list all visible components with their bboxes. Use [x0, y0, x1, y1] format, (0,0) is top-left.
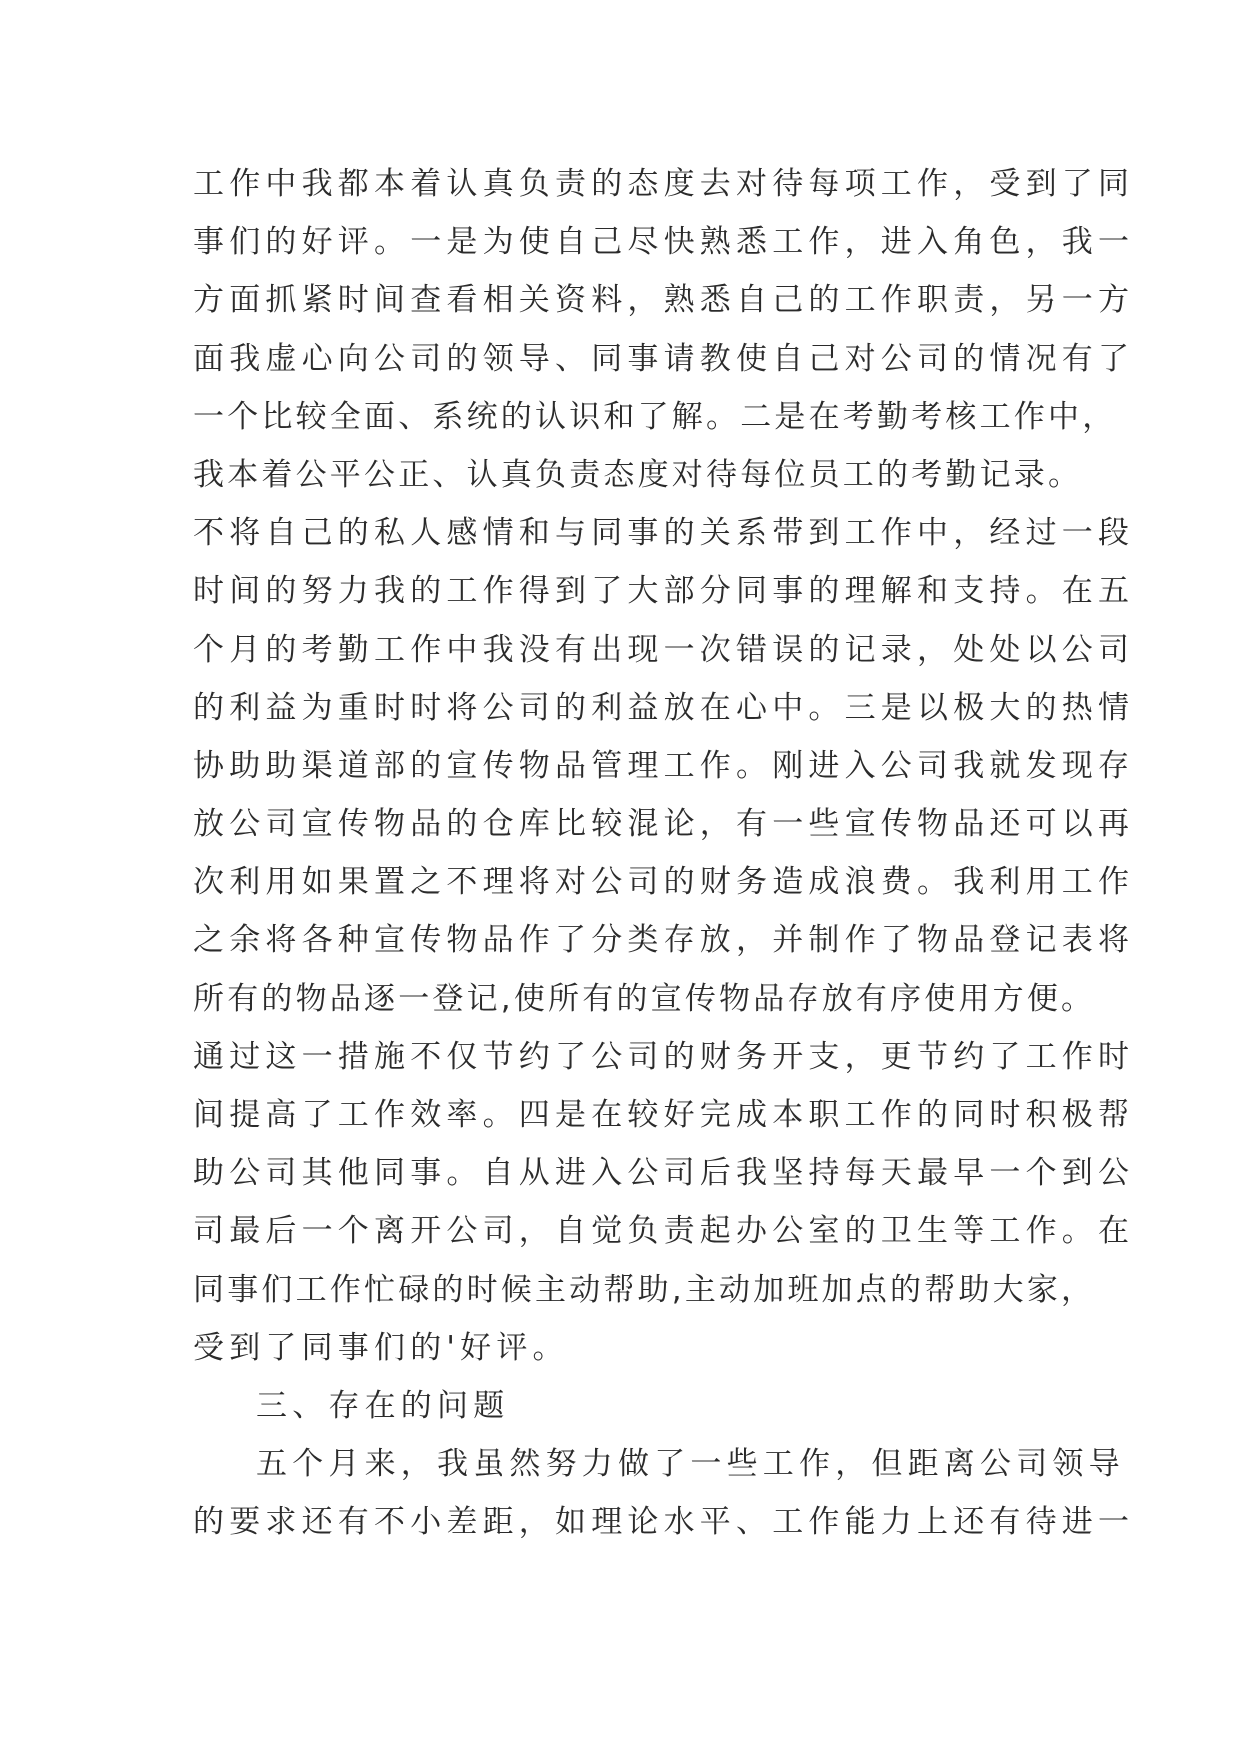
- paragraph-line: 的要求还有不小差距，如理论水平、工作能力上还有待进一: [193, 1504, 1135, 1541]
- paragraph-line: 协助助渠道部的宣传物品管理工作。刚进入公司我就发现存: [193, 747, 1135, 784]
- paragraph-line: 司最后一个离开公司，自觉负责起办公室的卫生等工作。在: [193, 1213, 1135, 1250]
- paragraph-line: 的利益为重时时将公司的利益放在心中。三是以极大的热情: [193, 689, 1135, 726]
- paragraph-line: 工作中我都本着认真负责的态度去对待每项工作，受到了同: [193, 166, 1135, 202]
- paragraph-line: 同事们工作忙碌的时候主动帮助,主动加班加点的帮助大家，: [193, 1271, 1096, 1308]
- paragraph-line: 时间的努力我的工作得到了大部分同事的理解和支持。在五: [193, 573, 1135, 610]
- paragraph-line: 方面抓紧时间查看相关资料，熟悉自己的工作职责，另一方: [193, 282, 1135, 319]
- section-heading: 三、存在的问题: [256, 1387, 510, 1424]
- paragraph-line: 个月的考勤工作中我没有出现一次错误的记录，处处以公司: [193, 631, 1135, 668]
- document-body: [193, 155, 1135, 1552]
- paragraph-line: 面我虚心向公司的领导、同事请教使自己对公司的情况有了: [193, 340, 1135, 377]
- paragraph-line: 五个月来，我虽然努力做了一些工作，但距离公司领导: [256, 1446, 1125, 1483]
- paragraph-line: 所有的物品逐一登记,使所有的宣传物品存放有序使用方便。: [193, 980, 1096, 1017]
- paragraph-line: 不将自己的私人感情和与同事的关系带到工作中，经过一段: [193, 515, 1135, 552]
- paragraph-line: 放公司宣传物品的仓库比较混论，有一些宣传物品还可以再: [193, 806, 1135, 843]
- paragraph-line: 间提高了工作效率。四是在较好完成本职工作的同时积极帮: [193, 1097, 1135, 1133]
- paragraph-line: 我本着公平公正、认真负责态度对待每位员工的考勤记录。: [193, 456, 1083, 493]
- paragraph-line: 次利用如果置之不理将对公司的财务造成浪费。我利用工作: [193, 864, 1135, 901]
- paragraph-line: 事们的好评。一是为使自己尽快熟悉工作，进入角色，我一: [193, 224, 1135, 261]
- paragraph-line: 之余将各种宣传物品作了分类存放，并制作了物品登记表将: [193, 922, 1135, 959]
- paragraph-line: 通过这一措施不仅节约了公司的财务开支，更节约了工作时: [193, 1038, 1135, 1075]
- paragraph-line: 受到了同事们的'好评。: [193, 1329, 569, 1366]
- paragraph-line: 助公司其他同事。自从进入公司后我坚持每天最早一个到公: [193, 1155, 1135, 1192]
- paragraph-line: 一个比较全面、系统的认识和了解。二是在考勤考核工作中，: [193, 398, 1117, 435]
